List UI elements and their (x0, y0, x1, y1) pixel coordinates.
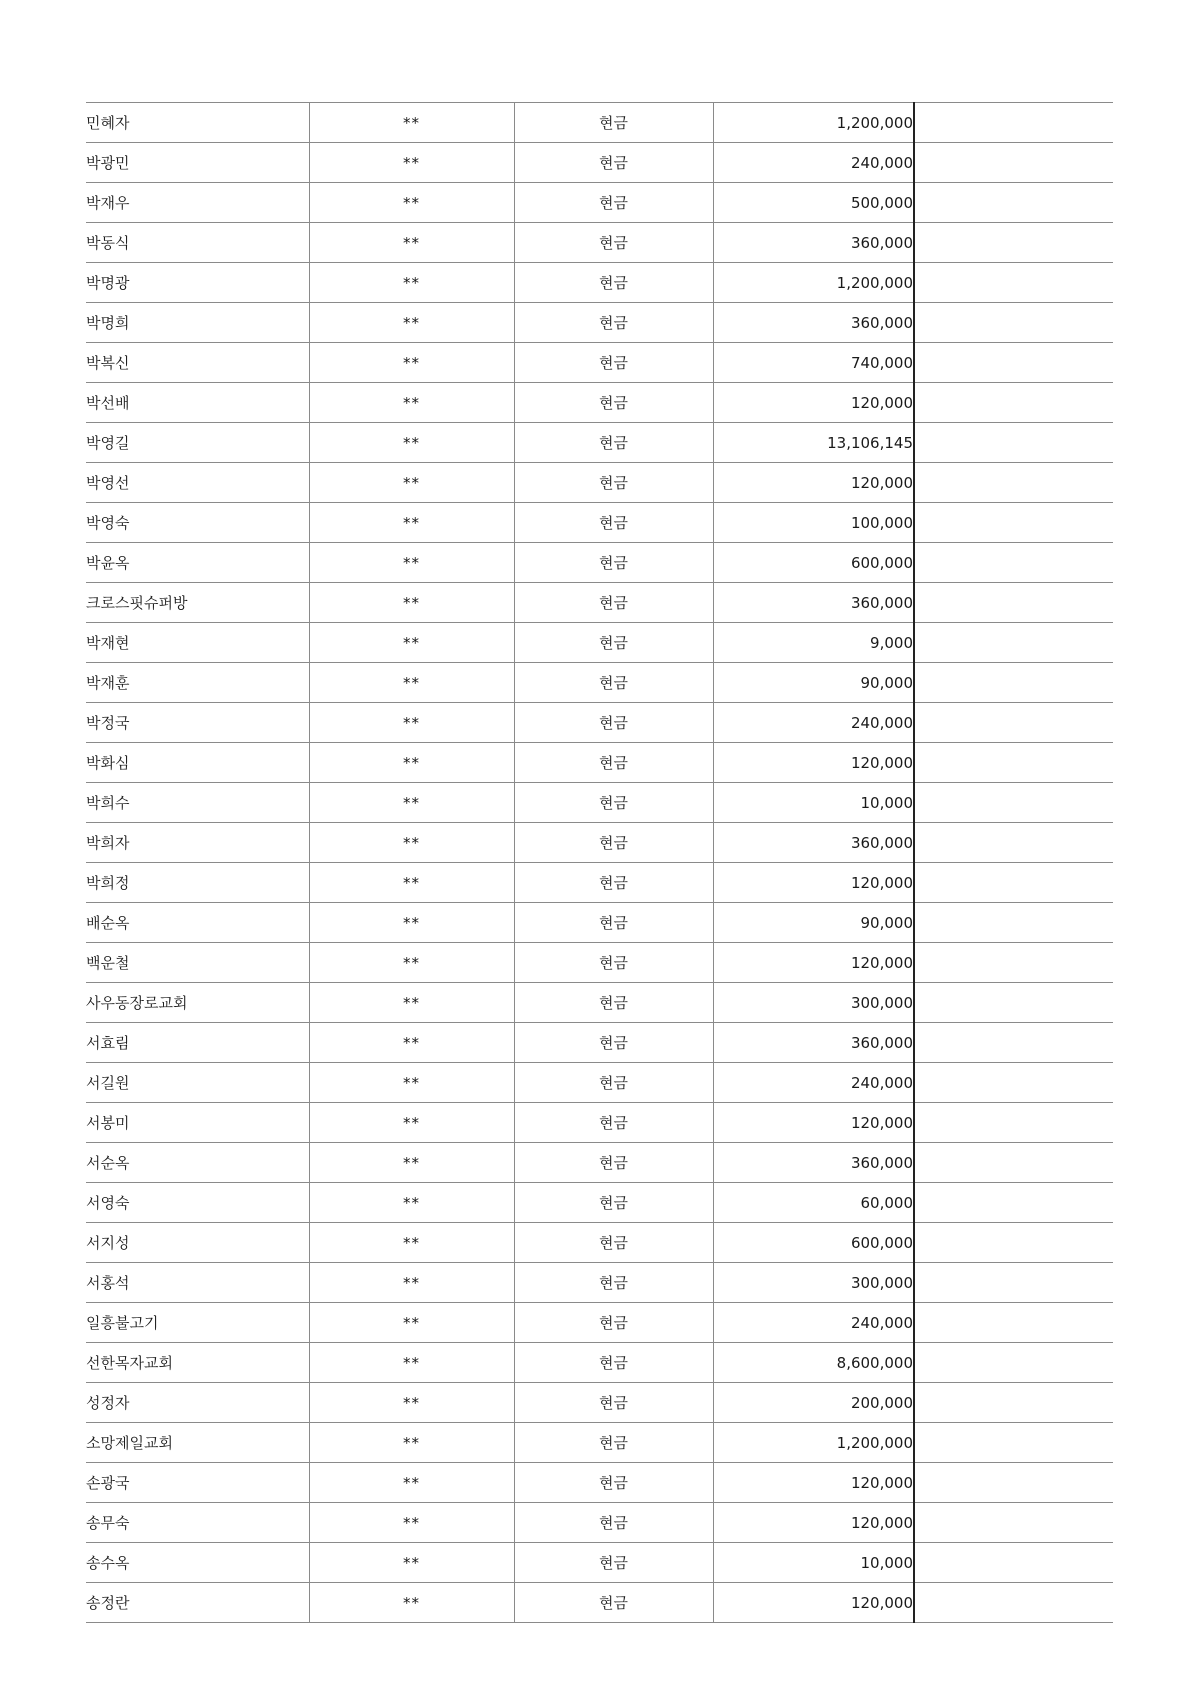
donor-name-cell: 박동식 (86, 223, 309, 263)
payment-method-cell: 현금 (514, 703, 713, 743)
note-cell (914, 983, 1113, 1023)
amount-cell: 120,000 (713, 943, 914, 983)
note-cell (914, 103, 1113, 143)
table-row (86, 1583, 1113, 1623)
table-row (86, 1143, 1113, 1183)
payment-method-cell: 현금 (514, 1423, 713, 1463)
amount-cell: 300,000 (713, 983, 914, 1023)
amount-cell: 740,000 (713, 343, 914, 383)
table-row (86, 143, 1113, 183)
amount-cell: 360,000 (713, 1143, 914, 1183)
note-cell (914, 1383, 1113, 1423)
table-row (86, 623, 1113, 663)
payment-method-cell: 현금 (514, 1263, 713, 1303)
masked-id-cell: ** (309, 1143, 514, 1183)
note-cell (914, 543, 1113, 583)
amount-cell: 120,000 (713, 1503, 914, 1543)
amount-cell: 120,000 (713, 1103, 914, 1143)
donor-name-cell: 서홍석 (86, 1263, 309, 1303)
payment-method-cell: 현금 (514, 503, 713, 543)
table-row (86, 663, 1113, 703)
donor-name-cell: 박복신 (86, 343, 309, 383)
payment-method-cell: 현금 (514, 463, 713, 503)
table-row (86, 983, 1113, 1023)
note-cell (914, 423, 1113, 463)
table-row (86, 103, 1113, 143)
masked-id-cell: ** (309, 1103, 514, 1143)
table-row (86, 863, 1113, 903)
table-row (86, 223, 1113, 263)
donor-name-cell: 서길원 (86, 1063, 309, 1103)
masked-id-cell: ** (309, 943, 514, 983)
note-cell (914, 223, 1113, 263)
payment-method-cell: 현금 (514, 1023, 713, 1063)
donor-name-cell: 박희정 (86, 863, 309, 903)
note-cell (914, 623, 1113, 663)
amount-cell: 9,000 (713, 623, 914, 663)
payment-method-cell: 현금 (514, 1463, 713, 1503)
masked-id-cell: ** (309, 703, 514, 743)
payment-method-cell: 현금 (514, 383, 713, 423)
payment-method-cell: 현금 (514, 1063, 713, 1103)
table-row (86, 703, 1113, 743)
table-row (86, 423, 1113, 463)
donor-name-cell: 송정란 (86, 1583, 309, 1623)
donor-name-cell: 사우동장로교회 (86, 983, 309, 1023)
amount-cell: 360,000 (713, 223, 914, 263)
masked-id-cell: ** (309, 343, 514, 383)
masked-id-cell: ** (309, 1223, 514, 1263)
donor-name-cell: 박희수 (86, 783, 309, 823)
payment-method-cell: 현금 (514, 103, 713, 143)
table-row (86, 1343, 1113, 1383)
note-cell (914, 1463, 1113, 1503)
amount-cell: 100,000 (713, 503, 914, 543)
amount-cell: 360,000 (713, 1023, 914, 1063)
masked-id-cell: ** (309, 183, 514, 223)
masked-id-cell: ** (309, 743, 514, 783)
donation-table (86, 102, 1113, 1623)
table-row (86, 1303, 1113, 1343)
table-row (86, 1543, 1113, 1583)
payment-method-cell: 현금 (514, 143, 713, 183)
table-row (86, 583, 1113, 623)
donor-name-cell: 박윤옥 (86, 543, 309, 583)
note-cell (914, 1423, 1113, 1463)
note-cell (914, 903, 1113, 943)
masked-id-cell: ** (309, 783, 514, 823)
masked-id-cell: ** (309, 223, 514, 263)
note-cell (914, 463, 1113, 503)
payment-method-cell: 현금 (514, 743, 713, 783)
masked-id-cell: ** (309, 583, 514, 623)
table-row (86, 783, 1113, 823)
note-cell (914, 663, 1113, 703)
payment-method-cell: 현금 (514, 1183, 713, 1223)
masked-id-cell: ** (309, 1263, 514, 1303)
note-cell (914, 343, 1113, 383)
donor-name-cell: 박명희 (86, 303, 309, 343)
payment-method-cell: 현금 (514, 303, 713, 343)
table-row (86, 503, 1113, 543)
donor-name-cell: 백운철 (86, 943, 309, 983)
payment-method-cell: 현금 (514, 183, 713, 223)
amount-cell: 13,106,145 (713, 423, 914, 463)
payment-method-cell: 현금 (514, 1143, 713, 1183)
donor-name-cell: 서지성 (86, 1223, 309, 1263)
donor-name-cell: 박영선 (86, 463, 309, 503)
table-row (86, 823, 1113, 863)
donor-name-cell: 박재우 (86, 183, 309, 223)
donor-name-cell: 선한목자교회 (86, 1343, 309, 1383)
note-cell (914, 823, 1113, 863)
masked-id-cell: ** (309, 1303, 514, 1343)
amount-cell: 120,000 (713, 743, 914, 783)
donation-table-body (86, 103, 1113, 1623)
note-cell (914, 703, 1113, 743)
masked-id-cell: ** (309, 823, 514, 863)
masked-id-cell: ** (309, 1583, 514, 1623)
note-cell (914, 303, 1113, 343)
masked-id-cell: ** (309, 143, 514, 183)
donor-name-cell: 박영숙 (86, 503, 309, 543)
table-row (86, 463, 1113, 503)
note-cell (914, 1063, 1113, 1103)
payment-method-cell: 현금 (514, 623, 713, 663)
amount-cell: 90,000 (713, 903, 914, 943)
amount-cell: 120,000 (713, 1463, 914, 1503)
amount-cell: 8,600,000 (713, 1343, 914, 1383)
amount-cell: 240,000 (713, 703, 914, 743)
note-cell (914, 943, 1113, 983)
masked-id-cell: ** (309, 383, 514, 423)
note-cell (914, 1503, 1113, 1543)
donor-name-cell: 소망제일교회 (86, 1423, 309, 1463)
amount-cell: 360,000 (713, 823, 914, 863)
table-row (86, 903, 1113, 943)
donor-name-cell: 성정자 (86, 1383, 309, 1423)
donor-name-cell: 서순옥 (86, 1143, 309, 1183)
amount-cell: 60,000 (713, 1183, 914, 1223)
donor-name-cell: 박광민 (86, 143, 309, 183)
amount-cell: 1,200,000 (713, 263, 914, 303)
amount-cell: 500,000 (713, 183, 914, 223)
amount-cell: 90,000 (713, 663, 914, 703)
table-row (86, 1383, 1113, 1423)
note-cell (914, 1543, 1113, 1583)
amount-cell: 10,000 (713, 783, 914, 823)
amount-cell: 120,000 (713, 1583, 914, 1623)
amount-cell: 1,200,000 (713, 1423, 914, 1463)
payment-method-cell: 현금 (514, 903, 713, 943)
amount-cell: 600,000 (713, 543, 914, 583)
donor-name-cell: 송수옥 (86, 1543, 309, 1583)
table-row (86, 743, 1113, 783)
note-cell (914, 1263, 1113, 1303)
masked-id-cell: ** (309, 103, 514, 143)
masked-id-cell: ** (309, 543, 514, 583)
table-row (86, 1103, 1113, 1143)
amount-cell: 120,000 (713, 463, 914, 503)
payment-method-cell: 현금 (514, 1503, 713, 1543)
masked-id-cell: ** (309, 1543, 514, 1583)
masked-id-cell: ** (309, 423, 514, 463)
amount-cell: 120,000 (713, 863, 914, 903)
table-row (86, 1183, 1113, 1223)
table-row (86, 303, 1113, 343)
payment-method-cell: 현금 (514, 263, 713, 303)
amount-cell: 240,000 (713, 1063, 914, 1103)
masked-id-cell: ** (309, 1463, 514, 1503)
donor-name-cell: 박화심 (86, 743, 309, 783)
payment-method-cell: 현금 (514, 543, 713, 583)
masked-id-cell: ** (309, 623, 514, 663)
amount-cell: 1,200,000 (713, 103, 914, 143)
table-row (86, 1423, 1113, 1463)
payment-method-cell: 현금 (514, 823, 713, 863)
payment-method-cell: 현금 (514, 663, 713, 703)
note-cell (914, 1103, 1113, 1143)
payment-method-cell: 현금 (514, 1103, 713, 1143)
table-row (86, 1063, 1113, 1103)
donor-name-cell: 손광국 (86, 1463, 309, 1503)
note-cell (914, 583, 1113, 623)
note-cell (914, 1023, 1113, 1063)
note-cell (914, 783, 1113, 823)
masked-id-cell: ** (309, 503, 514, 543)
masked-id-cell: ** (309, 983, 514, 1023)
amount-cell: 10,000 (713, 1543, 914, 1583)
table-row (86, 1223, 1113, 1263)
table-row (86, 1503, 1113, 1543)
masked-id-cell: ** (309, 1183, 514, 1223)
masked-id-cell: ** (309, 1343, 514, 1383)
masked-id-cell: ** (309, 263, 514, 303)
donor-name-cell: 박희자 (86, 823, 309, 863)
masked-id-cell: ** (309, 463, 514, 503)
payment-method-cell: 현금 (514, 1383, 713, 1423)
payment-method-cell: 현금 (514, 1543, 713, 1583)
donor-name-cell: 박정국 (86, 703, 309, 743)
donor-name-cell: 서봉미 (86, 1103, 309, 1143)
note-cell (914, 383, 1113, 423)
donor-name-cell: 배순옥 (86, 903, 309, 943)
donor-name-cell: 박명광 (86, 263, 309, 303)
donor-name-cell: 일흥불고기 (86, 1303, 309, 1343)
donor-name-cell: 민혜자 (86, 103, 309, 143)
donor-name-cell: 송무숙 (86, 1503, 309, 1543)
donor-name-cell: 박영길 (86, 423, 309, 463)
masked-id-cell: ** (309, 303, 514, 343)
payment-method-cell: 현금 (514, 343, 713, 383)
donor-name-cell: 박재현 (86, 623, 309, 663)
masked-id-cell: ** (309, 863, 514, 903)
table-row (86, 543, 1113, 583)
note-cell (914, 143, 1113, 183)
amount-cell: 360,000 (713, 303, 914, 343)
donor-name-cell: 박선배 (86, 383, 309, 423)
masked-id-cell: ** (309, 903, 514, 943)
payment-method-cell: 현금 (514, 423, 713, 463)
note-cell (914, 263, 1113, 303)
table-row (86, 1263, 1113, 1303)
amount-cell: 240,000 (713, 1303, 914, 1343)
payment-method-cell: 현금 (514, 1343, 713, 1383)
note-cell (914, 863, 1113, 903)
payment-method-cell: 현금 (514, 1583, 713, 1623)
note-cell (914, 1183, 1113, 1223)
amount-cell: 120,000 (713, 383, 914, 423)
donor-name-cell: 크로스핏슈퍼방 (86, 583, 309, 623)
note-cell (914, 503, 1113, 543)
payment-method-cell: 현금 (514, 983, 713, 1023)
donor-name-cell: 박재훈 (86, 663, 309, 703)
donor-name-cell: 서효림 (86, 1023, 309, 1063)
note-cell (914, 183, 1113, 223)
payment-method-cell: 현금 (514, 783, 713, 823)
note-cell (914, 1143, 1113, 1183)
payment-method-cell: 현금 (514, 1223, 713, 1263)
masked-id-cell: ** (309, 663, 514, 703)
masked-id-cell: ** (309, 1023, 514, 1063)
amount-cell: 300,000 (713, 1263, 914, 1303)
table-row (86, 1463, 1113, 1503)
masked-id-cell: ** (309, 1383, 514, 1423)
payment-method-cell: 현금 (514, 1303, 713, 1343)
note-cell (914, 743, 1113, 783)
amount-cell: 600,000 (713, 1223, 914, 1263)
masked-id-cell: ** (309, 1503, 514, 1543)
payment-method-cell: 현금 (514, 943, 713, 983)
table-row (86, 263, 1113, 303)
table-row (86, 183, 1113, 223)
masked-id-cell: ** (309, 1423, 514, 1463)
table-row (86, 943, 1113, 983)
amount-cell: 240,000 (713, 143, 914, 183)
payment-method-cell: 현금 (514, 583, 713, 623)
note-cell (914, 1583, 1113, 1623)
amount-cell: 200,000 (713, 1383, 914, 1423)
amount-cell: 360,000 (713, 583, 914, 623)
table-row (86, 1023, 1113, 1063)
masked-id-cell: ** (309, 1063, 514, 1103)
payment-method-cell: 현금 (514, 223, 713, 263)
note-cell (914, 1343, 1113, 1383)
table-row (86, 383, 1113, 423)
payment-method-cell: 현금 (514, 863, 713, 903)
note-cell (914, 1223, 1113, 1263)
table-row (86, 343, 1113, 383)
note-cell (914, 1303, 1113, 1343)
donor-name-cell: 서영숙 (86, 1183, 309, 1223)
